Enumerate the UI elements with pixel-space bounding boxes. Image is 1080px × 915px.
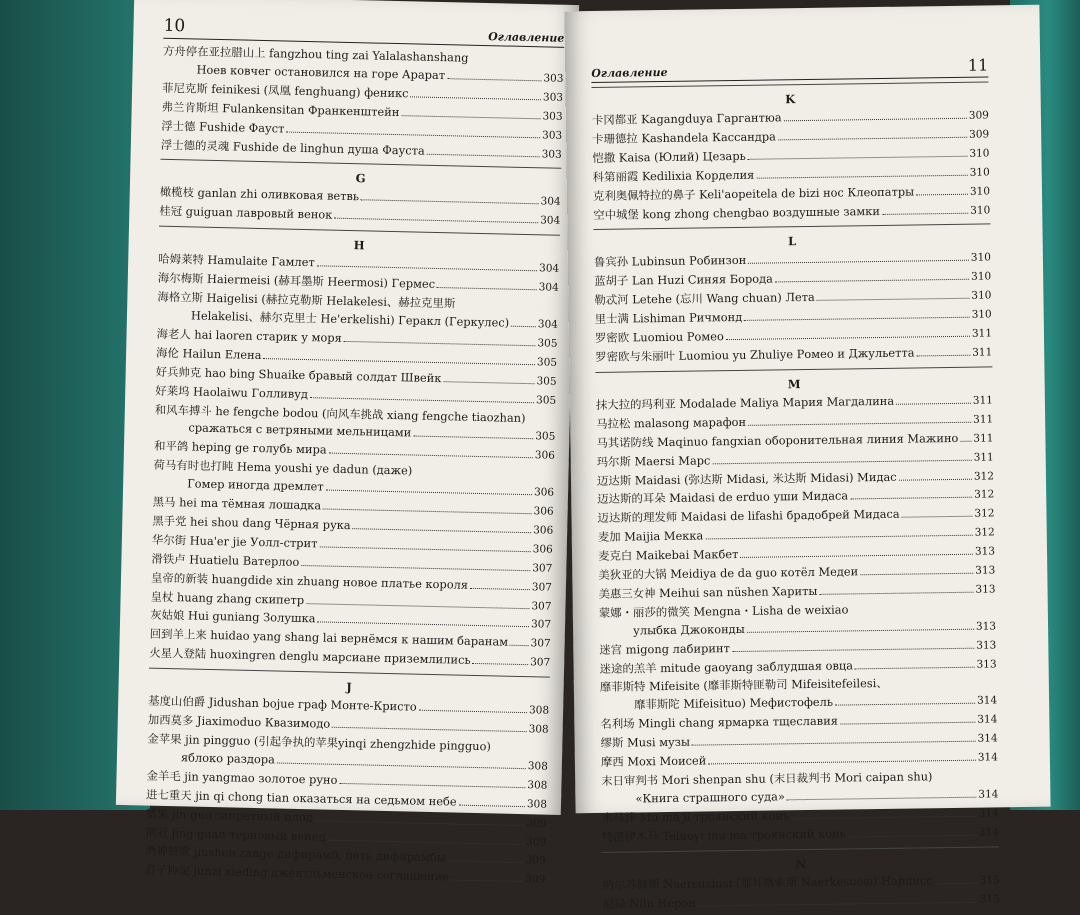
entry-page-number: 309	[525, 873, 546, 886]
dot-leader	[819, 592, 973, 595]
entry-text: 麦加 Maijia Мекка	[597, 528, 704, 545]
entry-text: 玛尔斯 Maersi Марс	[596, 452, 711, 469]
entry-text: 名利场 Mingli chang ярмарка тщеславия	[600, 713, 839, 732]
dot-leader	[448, 861, 524, 864]
entry-text: 蓝胡子 Lan Huzi Синяя Борода	[594, 271, 773, 289]
entry-page-number: 305	[536, 356, 558, 369]
entry-page-number: 307	[531, 599, 552, 613]
dot-leader	[353, 528, 532, 533]
dot-leader	[510, 645, 529, 646]
entry-page-number: 303	[542, 110, 563, 123]
toc-list	[591, 81, 1000, 914]
entry-text: 靡菲斯特 Mifeisite (靡菲斯特匪勒司 Mifeisitefeilesi、	[599, 676, 888, 695]
dot-leader	[332, 727, 526, 732]
entry-text: 空中城堡 kong zhong chengbao воздушные замки	[593, 203, 881, 222]
dot-leader	[493, 750, 546, 751]
entry-page-number: 311	[973, 450, 994, 464]
entry-page-number: 304	[537, 318, 559, 331]
entry-text: Helakelisi、赫尔克里士 He'erkelishi) Геракл (Геркулес)	[190, 308, 510, 330]
entry-text: 木马计 Mu ma ji троянский конь	[601, 808, 790, 825]
dot-leader	[473, 663, 529, 665]
dot-leader	[784, 118, 967, 122]
entry-text: 皇杖 huang zhang скипетр	[150, 589, 305, 607]
entry-page-number: 303	[543, 72, 564, 85]
entry-text: 君子协定 junzi xieding джентльменское соглашение	[144, 862, 450, 884]
dot-leader	[817, 298, 970, 301]
dot-leader	[775, 279, 969, 283]
entry-page-number: 313	[976, 657, 997, 671]
entry-page-number: 311	[973, 432, 994, 445]
entry-page-number: 308	[527, 760, 548, 773]
entry-page-number: 314	[978, 826, 1000, 839]
dot-leader	[740, 554, 973, 558]
entry-text: 进七重天 jin qi chong tian оказаться на седьмом небе	[145, 787, 457, 809]
entry-text: 浮士德的灵魂 Fushide de linghun душа Фауста	[160, 137, 425, 158]
dot-leader	[708, 760, 976, 765]
dot-leader	[344, 341, 536, 346]
entry-text: 罗密欧与朱丽叶 Luomiou yu Zhuliye Ромео и Джульетта	[595, 345, 915, 364]
dot-leader	[850, 611, 993, 613]
entry-text: 加西莫多 Jiaximoduo Квазимодо	[147, 712, 331, 731]
dot-leader	[328, 839, 524, 844]
dot-leader	[306, 603, 529, 609]
dot-leader	[470, 587, 530, 589]
entry-text: 和平鸽 heping ge голубь мира	[153, 438, 327, 457]
dot-leader	[419, 710, 527, 713]
entry-text: 荷马有时也打盹 Hema youshi ye dadun (даже)	[153, 457, 413, 478]
dot-leader	[848, 834, 977, 837]
entry-page-number: 303	[542, 91, 564, 104]
entry-page-number: 306	[533, 486, 555, 499]
dot-leader	[692, 741, 976, 746]
dot-leader	[747, 628, 974, 632]
entry-text: 基度山伯爵 Jidushan bojue граф Монте-Кристо	[148, 693, 417, 714]
entry-page-number: 304	[538, 281, 559, 294]
entry-page-number: 309	[969, 128, 990, 141]
entry-text: 科第丽霞 Kedilixia Корделия	[592, 167, 755, 184]
dot-leader	[860, 573, 973, 576]
entry-page-number: 313	[974, 545, 996, 558]
section-letter: J	[346, 680, 352, 695]
dot-leader	[286, 131, 540, 138]
dot-leader	[361, 200, 539, 205]
entry-page-number: 309	[525, 854, 546, 868]
dot-leader	[414, 475, 552, 478]
entry-page-number: 312	[974, 507, 995, 520]
entry-page-number: 310	[971, 308, 992, 321]
dot-leader	[890, 686, 995, 687]
entry-text: 滑铁卢 Huatielu Ватерлоо	[151, 551, 300, 569]
dot-leader	[791, 815, 976, 819]
dot-leader	[427, 153, 540, 157]
dot-leader	[935, 882, 978, 884]
dot-leader	[315, 820, 525, 826]
dot-leader	[916, 193, 968, 195]
entry-text: 黑手党 hei shou dang Чёрная рука	[152, 513, 351, 533]
dot-leader	[896, 403, 971, 405]
entry-text: 罗密欧 Luomiou Ромео	[594, 329, 724, 346]
entry-text: 海老人 hai laoren старик у моря	[156, 326, 342, 345]
entry-page-number: 306	[534, 449, 556, 463]
entry-text: 华尔街 Hua'er jie Уолл-стрит	[151, 532, 318, 551]
entry-page-number: 307	[530, 637, 551, 651]
entry-page-number: 306	[532, 543, 553, 556]
running-title: Оглавление	[591, 65, 668, 80]
dot-leader	[935, 779, 997, 780]
section-letter: N	[795, 856, 807, 871]
dot-leader	[748, 260, 969, 264]
dot-leader	[310, 397, 534, 403]
dot-leader	[277, 762, 526, 769]
dot-leader	[451, 880, 523, 883]
entry-text: 尼禄 Nilu Нерон	[602, 895, 697, 911]
dot-leader	[317, 266, 537, 272]
entry-text: 回到羊上来 huidao yang shang lai вернёмся к нашим баранам	[149, 626, 509, 650]
section-letter: G	[355, 171, 366, 186]
entry-text: 哈姆莱特 Hamulaite Гамлет	[158, 251, 315, 270]
entry-page-number: 312	[973, 469, 995, 483]
entry-text: 摩西 Moxi Моисей	[600, 753, 707, 770]
dot-leader	[319, 546, 530, 552]
dot-leader	[339, 783, 525, 788]
entry-page-number: 313	[975, 583, 996, 596]
dot-leader	[413, 436, 533, 440]
entry-text: 马其诺防线 Maqinuo fangxian оборонительная линия Мажино	[596, 430, 959, 450]
entry-page-number: 305	[537, 337, 558, 350]
dot-leader	[899, 478, 972, 480]
entry-page-number: 311	[972, 346, 993, 359]
entry-page-number: 314	[978, 788, 999, 801]
entry-page-number: 308	[526, 797, 548, 811]
entry-text: 火星人登陆 huoxingren denglu марсиане приземлились	[149, 645, 471, 668]
section-letter: H	[353, 238, 365, 253]
entry-page-number: 314	[976, 694, 998, 708]
dot-leader	[712, 459, 971, 464]
entry-text: 勒忒河 Letehe (忘川 Wang chuan) Лета	[594, 290, 815, 308]
entry-page-number: 308	[527, 778, 548, 792]
entry-page-number: 314	[977, 732, 998, 745]
entry-page-number: 310	[969, 147, 990, 160]
entry-page-number: 305	[535, 393, 557, 407]
page-number: 11	[967, 55, 989, 75]
entry-page-number: 305	[536, 374, 557, 388]
toc-list	[144, 43, 564, 890]
entry-page-number: 314	[977, 751, 998, 764]
entry-text: 浮士德 Fushide Фауст	[161, 118, 285, 136]
entry-text: 菲尼克斯 feinikesi (凤凰 fenghuang) феникс	[161, 80, 409, 101]
entry-text: 金苹果 jin pingguo (引起争执的苹果yinqi zhengzhide pingguo)	[147, 731, 492, 754]
section-letter: K	[785, 92, 796, 107]
entry-text: 迷途的羔羊 mitude gaoyang заблудшая овца	[599, 657, 854, 676]
entry-text: 美惠三女神 Meihui san nüshen Хариты	[598, 583, 818, 601]
entry-text: 黑马 hei ma тёмная лошадка	[152, 494, 322, 513]
entry-text: 好莱坞 Haolaiwu Голливуд	[155, 383, 309, 401]
entry-text: 海尔梅斯 Haiermeisi (赫耳墨斯 Heermosi) Гермес	[157, 270, 436, 292]
entry-text: 方舟停在亚拉腊山上 fangzhou ting zai Yalalashanshang	[162, 43, 469, 65]
entry-text: 卡珊德拉 Kashandela Кассандра	[592, 129, 777, 146]
entry-page-number: 304	[540, 195, 561, 209]
entry-text: 麦克白 Maikebai Макбет	[597, 547, 739, 564]
entry-page-number: 313	[975, 564, 996, 577]
entry-page-number: 309	[968, 109, 990, 122]
entry-text: 弗兰肯斯坦 Fulankensitan Франкенштейн	[161, 99, 400, 119]
dot-leader	[317, 622, 529, 628]
entry-text: 灰姑娘 Hui guniang Золушка	[150, 608, 316, 626]
entry-text: 海格立斯 Haigelisi (赫拉克勒斯 Helakelesi、赫拉克里斯	[157, 289, 456, 311]
entry-text: 美狄亚的大锅 Meidiya de da guo котёл Медеи	[598, 564, 859, 582]
entry-text: 蒙娜・丽莎的微笑 Mengna・Lisha de weixiao	[598, 602, 849, 620]
entry-page-number: 310	[970, 251, 991, 265]
entry-text: 迷宫 migong лабиринт	[599, 640, 730, 657]
dot-leader	[705, 535, 972, 540]
entry-page-number: 304	[540, 214, 561, 228]
entry-page-number: 308	[528, 704, 550, 717]
entry-page-number: 303	[541, 128, 563, 142]
dot-leader	[443, 381, 534, 384]
entry-page-number: 311	[971, 327, 993, 340]
dot-leader	[882, 212, 968, 214]
dot-leader	[850, 497, 972, 500]
entry-page-number: 309	[525, 835, 547, 849]
entry-text: 皇帝的新装 huangdide xin zhuang новое платье короля	[150, 570, 469, 592]
dot-leader	[470, 62, 561, 64]
entry-page-number: 305	[535, 430, 556, 444]
entry-page-number: 312	[974, 526, 995, 539]
dot-leader	[902, 516, 973, 518]
entry-text: яблоко раздора	[180, 750, 276, 767]
entry-page-number: 311	[972, 394, 993, 407]
entry-page-number: 315	[979, 873, 1000, 887]
entry-page-number: 306	[533, 524, 554, 537]
dot-leader	[748, 421, 971, 425]
entry-text: 迈达斯 Maidasi (弥达斯 Midasi, 米达斯 Midasi) Мидас	[596, 469, 897, 488]
entry-page-number: 304	[538, 262, 560, 276]
entry-text: 纳尔苏修斯 Naersuxiusi (那耳喀索斯 Naerkesuosi) Нарцисс	[602, 872, 933, 892]
entry-text: 特洛伊木马 Teluoyi mu ma троянский конь	[601, 826, 846, 844]
page-number: 10	[163, 15, 186, 37]
entry-text: 好兵帅克 hao bing Shuaike бравый солдат Швейк	[155, 364, 442, 385]
entry-text: 迈达斯的耳朵 Maidasi de erduo уши Мидаса	[597, 488, 849, 507]
entry-text: 抹大拉的玛利亚 Modalade Maliya Мария Магдалина	[595, 393, 895, 412]
entry-text: 恺撒 Kaisa (Юлий) Цезарь	[592, 148, 746, 165]
dot-leader	[511, 326, 536, 328]
dot-leader	[748, 156, 968, 160]
dot-leader	[778, 137, 967, 141]
entry-text: 靡菲斯陀 Mifeisituo) Мефистофель	[634, 695, 834, 712]
dot-leader	[457, 308, 556, 310]
entry-page-number: 307	[530, 656, 551, 669]
dot-leader	[329, 453, 533, 459]
entry-text: 鲁宾孙 Lubinsun Робинзон	[593, 253, 747, 270]
entry-text: 海伦 Hailun Елена	[155, 345, 262, 362]
entry-text: 缪斯 Musi музы	[600, 734, 691, 751]
entry-text: Гомер иногда дремлет	[187, 476, 324, 494]
entry-text: 克利奥佩特拉的鼻子 Keli'aopeitela de bizi нос Клеопатры	[592, 184, 915, 203]
entry-page-number: 314	[977, 713, 998, 726]
dot-leader	[334, 218, 538, 224]
entry-text: 和风车搏斗 he fengche bodou (向风车挑战 xiang fengche tiaozhan)	[154, 402, 526, 425]
entry-text: улыбка Джоконды	[632, 621, 745, 638]
entry-page-number: 312	[974, 488, 995, 502]
entry-page-number: 314	[978, 807, 999, 820]
entry-text: 卡冈都亚 Kagangduya Гаргантюа	[591, 110, 782, 127]
running-title: Оглавление	[487, 30, 565, 45]
page-header	[163, 16, 564, 45]
dot-leader	[698, 901, 978, 906]
entry-page-number: 307	[530, 618, 552, 632]
dot-leader	[447, 78, 541, 81]
dot-leader	[726, 336, 970, 340]
entry-text: Ноев ковчег остановился на горе Арарат	[196, 62, 446, 83]
left-page	[116, 0, 579, 886]
entry-page-number: 309	[526, 816, 547, 830]
entry-text: 桂冠 guiguan лавровый венок	[159, 204, 333, 222]
dot-leader	[459, 804, 525, 807]
entry-text: 荆冠 jing guan терновый венец	[145, 825, 326, 844]
entry-text: 禁果 jin guo запретный плод	[145, 806, 313, 824]
entry-page-number: 311	[973, 413, 994, 426]
dot-leader	[840, 722, 975, 725]
entry-page-number: 307	[532, 561, 553, 575]
section-letter: L	[788, 234, 797, 249]
entry-page-number: 307	[531, 580, 553, 594]
dot-leader	[527, 422, 553, 423]
entry-text: 里士满 Lishiman Ричмонд	[594, 310, 743, 327]
dot-leader	[744, 317, 969, 321]
entry-text: 酒神赞歌 jiushen zange дифирамб, петь дифирамбы	[144, 843, 446, 865]
entry-page-number: 303	[541, 147, 562, 161]
entry-text: 迈达斯的理发师 Maidasi de lifashi брадобрей Мидаса	[597, 507, 900, 526]
right-page	[564, 5, 1050, 911]
entry-page-number: 306	[533, 505, 554, 518]
entry-page-number: 308	[528, 723, 549, 736]
dot-leader	[326, 490, 532, 496]
entry-text: 马拉松 malasong марафон	[596, 414, 747, 431]
dot-leader	[437, 287, 537, 290]
dot-leader	[835, 703, 975, 706]
dot-leader	[263, 358, 535, 365]
dot-leader	[787, 797, 976, 801]
entry-page-number: 310	[971, 289, 992, 302]
entry-page-number: 315	[979, 892, 1000, 906]
dot-leader	[323, 509, 531, 515]
dot-leader	[401, 115, 540, 119]
entry-page-number: 310	[971, 270, 992, 284]
dot-leader	[960, 440, 971, 441]
section-letter: M	[787, 376, 801, 392]
dot-leader	[756, 174, 967, 178]
dot-leader	[732, 647, 974, 651]
entry-page-number: 310	[969, 166, 990, 179]
dot-leader	[410, 96, 540, 100]
entry-text: 橄榄枝 ganlan zhi оливковая ветвь	[159, 185, 360, 204]
entry-page-number: 310	[970, 203, 991, 217]
entry-text: 末日审判书 Mori shenpan shu (末日裁判书 Mori caipan shu)	[601, 769, 933, 788]
dot-leader	[855, 666, 975, 669]
entry-text: 金羊毛 jin yangmao золотое руно	[146, 768, 338, 787]
entry-text: сражаться с ветряными мельницами	[188, 420, 412, 440]
dot-leader	[301, 565, 530, 571]
entry-text: «Книга страшного суда»	[635, 789, 785, 806]
entry-page-number: 313	[975, 620, 997, 633]
entry-page-number: 310	[969, 185, 991, 198]
dot-leader	[917, 355, 971, 357]
entry-page-number: 313	[976, 639, 997, 652]
